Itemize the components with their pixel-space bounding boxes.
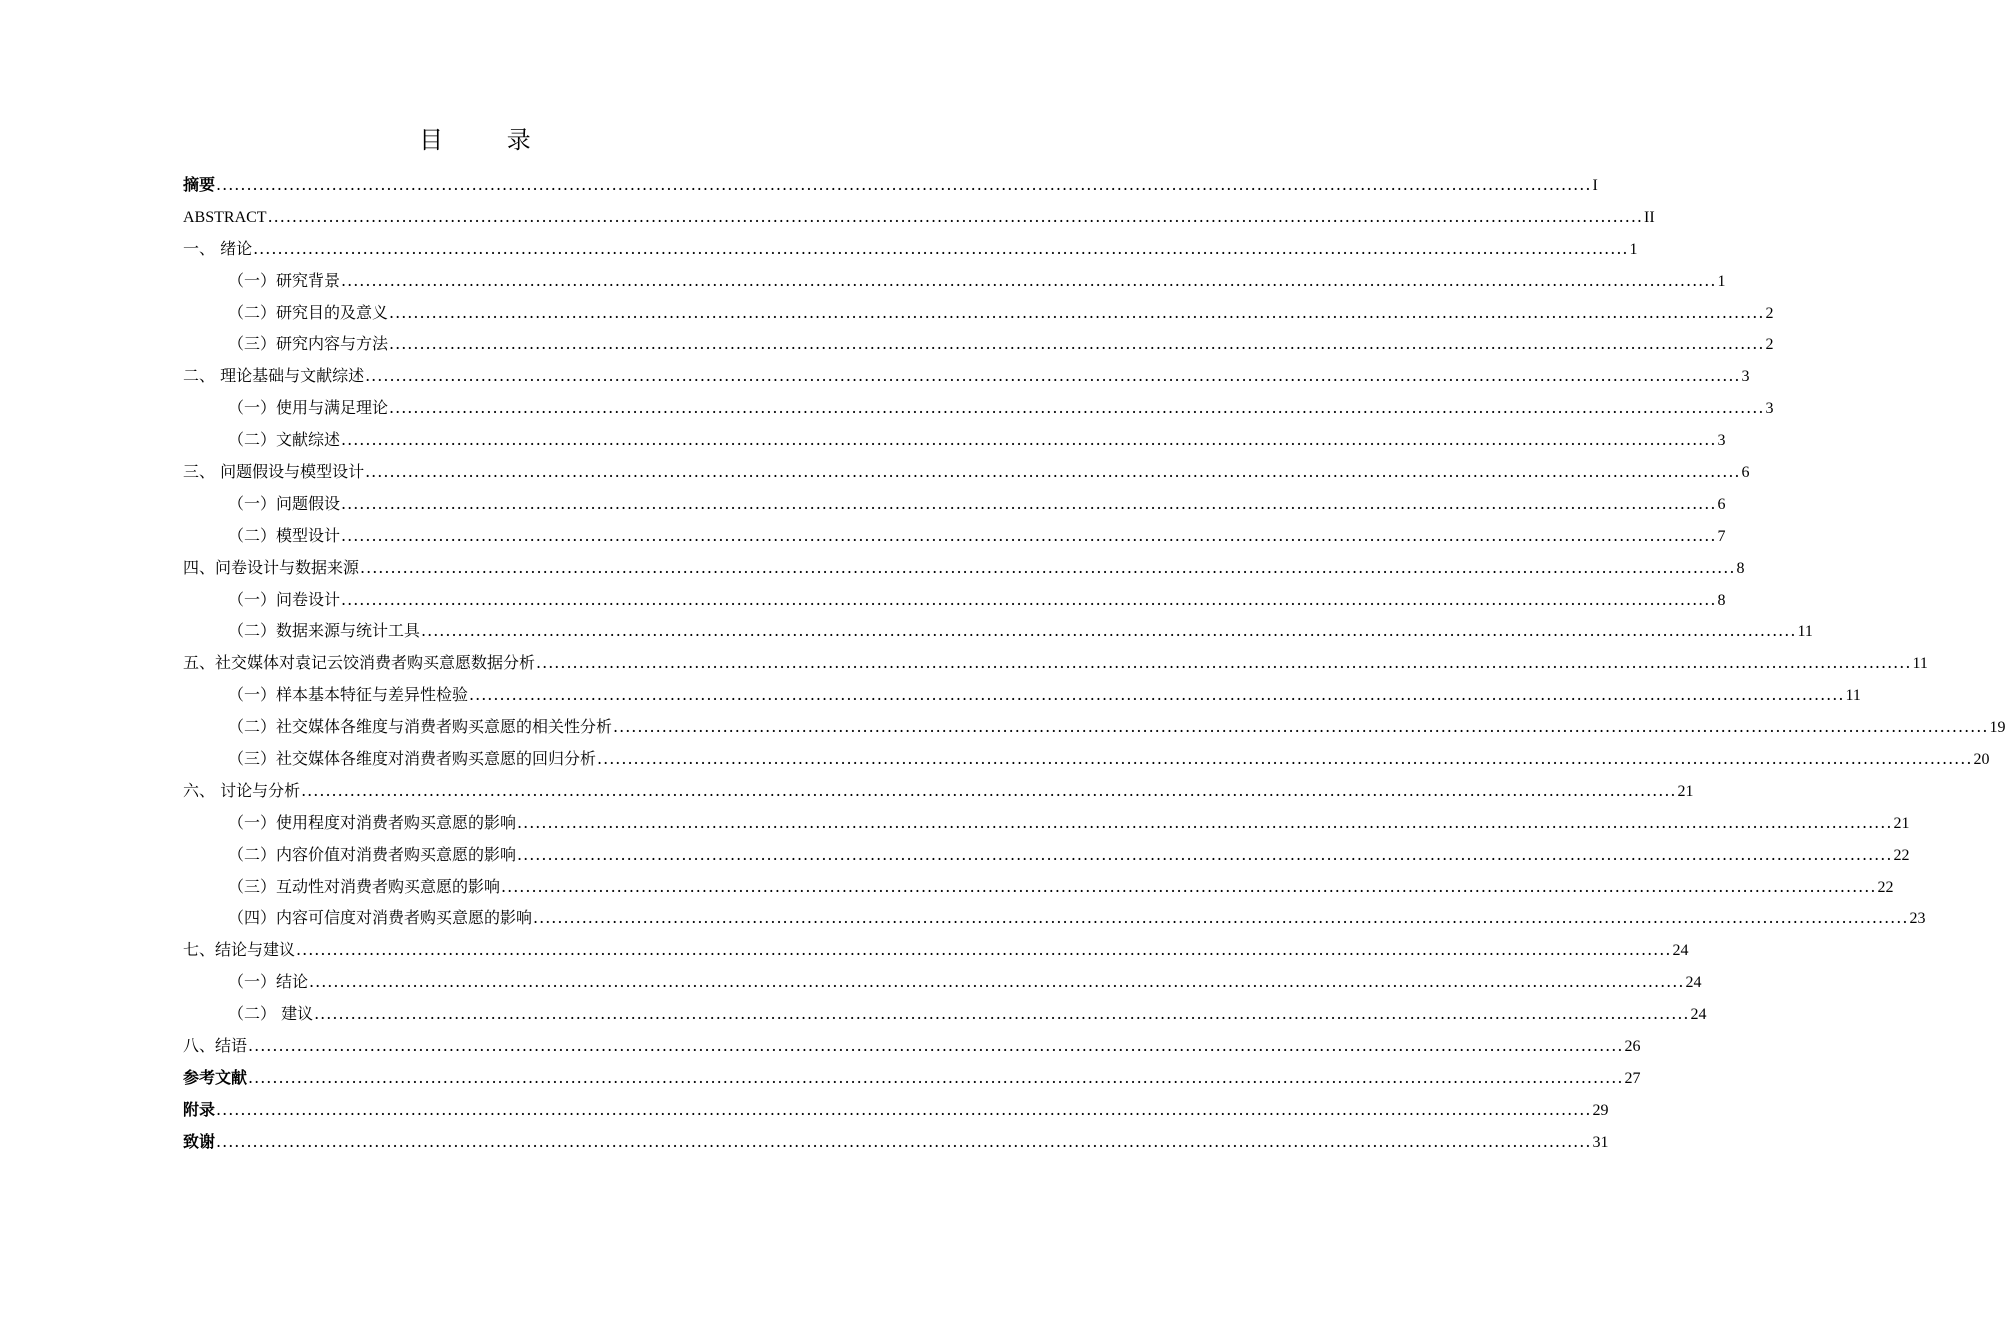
toc-page-number: 1 [1629,240,1638,258]
toc-entry[interactable] [183,520,1726,552]
toc-entry[interactable] [183,584,1726,616]
toc-entry[interactable] [183,360,1750,392]
toc-entry[interactable] [183,233,1638,265]
toc-page-number: 21 [1893,814,1910,832]
toc-page-number: 3 [1741,368,1750,386]
toc-entry[interactable] [183,1126,1609,1158]
toc-page-number: 31 [1592,1133,1609,1151]
toc-dot-leader: .................................................................................................................................................................................................................................. [517,812,1893,832]
toc-page-number: 11 [1912,655,1928,673]
toc-entry[interactable] [183,743,1990,775]
toc-dot-leader: .................................................................................................................................................................................................................................. [309,972,1685,992]
toc-page-number: 7 [1717,527,1726,545]
toc-entry[interactable] [183,679,1861,711]
toc-entry[interactable] [183,807,1910,839]
toc-page-number: 6 [1741,464,1750,482]
toc-dot-leader: .................................................................................................................................................................................................................................. [216,175,1592,194]
toc-dot-leader: .................................................................................................................................................................................................................................. [421,621,1797,641]
toc-entry-label: （四）内容可信度对消费者购买意愿的影响 [228,908,533,928]
toc-page-number: 24 [1690,1006,1707,1024]
toc-page-number: 19 [1989,719,2005,737]
toc-entry[interactable] [183,998,1707,1030]
toc-page-number: 23 [1909,910,1926,928]
toc-page-number: 26 [1624,1038,1641,1056]
toc-entry[interactable] [183,615,1813,647]
toc-entry[interactable] [183,871,1894,903]
toc-dot-leader: .................................................................................................................................................................................................................................. [536,653,1912,673]
toc-dot-leader: .................................................................................................................................................................................................................................. [248,1036,1624,1056]
toc-page-number: 8 [1736,559,1745,577]
toc-entry-label: 八、结语 [183,1036,248,1056]
toc-page-number: 24 [1672,942,1689,960]
toc-entry[interactable] [183,1094,1609,1126]
toc-entry[interactable] [183,647,1928,679]
toc-entry[interactable] [183,456,1750,488]
toc-dot-leader: .................................................................................................................................................................................................................................. [389,398,1765,418]
toc-page-number: 27 [1624,1069,1641,1087]
toc-entry[interactable] [183,839,1910,871]
toc-entry[interactable] [183,392,1774,424]
toc-dot-leader: .................................................................................................................................................................................................................................. [365,366,1741,386]
toc-page-number: I [1592,177,1598,194]
toc-page-number: 3 [1717,432,1726,450]
toc-entry-label: （二）数据来源与统计工具 [228,621,421,641]
toc-entry-label: 摘要 [183,175,216,194]
toc-dot-leader: .................................................................................................................................................................................................................................. [341,525,1717,545]
toc-entry-label: （三）研究内容与方法 [228,334,389,354]
toc-entry-label: 六、 讨论与分析 [183,780,301,800]
table-of-contents [183,169,2005,1158]
toc-entry-label: （二）文献综述 [228,430,341,450]
toc-dot-leader: .................................................................................................................................................................................................................................. [314,1004,1690,1024]
toc-page-number: 24 [1685,974,1702,992]
toc-dot-leader: .................................................................................................................................................................................................................................. [341,493,1717,513]
toc-page-number: 11 [1797,623,1813,641]
toc-entry-label: （二）内容价值对消费者购买意愿的影响 [228,844,517,864]
toc-entry[interactable] [183,201,1655,233]
toc-entry-label: （二）社交媒体各维度与消费者购买意愿的相关性分析 [228,717,613,737]
toc-entry-label: 二、 理论基础与文献综述 [183,366,365,386]
toc-dot-leader: .................................................................................................................................................................................................................................. [296,940,1672,960]
toc-entry[interactable] [183,1062,1641,1094]
toc-page-number: 11 [1845,687,1861,705]
toc-entry-label: 七、结论与建议 [183,940,296,960]
toc-entry-label: （一）问卷设计 [228,589,341,609]
toc-dot-leader: .................................................................................................................................................................................................................................. [613,717,1989,737]
toc-entry-label: 一、 绪论 [183,238,253,258]
toc-entry-label: 附录 [183,1099,216,1119]
toc-dot-leader: .................................................................................................................................................................................................................................. [533,908,1909,928]
toc-dot-leader: .................................................................................................................................................................................................................................. [597,749,1973,769]
toc-dot-leader: .................................................................................................................................................................................................................................. [248,1067,1624,1087]
toc-dot-leader: .................................................................................................................................................................................................................................. [216,1099,1592,1119]
toc-entry-label: （二）研究目的及意义 [228,302,389,322]
toc-dot-leader: .................................................................................................................................................................................................................................. [501,876,1877,896]
toc-entry[interactable] [183,711,2005,743]
toc-page-number: 2 [1765,336,1774,354]
toc-entry[interactable] [183,488,1726,520]
toc-entry-label: 五、社交媒体对袁记云饺消费者购买意愿数据分析 [183,653,536,673]
toc-dot-leader: .................................................................................................................................................................................................................................. [389,334,1765,354]
toc-page-number: 1 [1717,272,1726,290]
toc-entry-label: （三）互动性对消费者购买意愿的影响 [228,876,501,896]
toc-page-number: 22 [1877,878,1894,896]
toc-entry-label: 四、问卷设计与数据来源 [183,557,360,577]
toc-entry-label: 致谢 [183,1131,216,1151]
toc-entry-label: （三）社交媒体各维度对消费者购买意愿的回归分析 [228,749,597,769]
toc-dot-leader: .................................................................................................................................................................................................................................. [216,1131,1592,1151]
toc-dot-leader: .................................................................................................................................................................................................................................. [365,462,1741,482]
toc-dot-leader: .................................................................................................................................................................................................................................. [267,206,1643,226]
toc-entry-label: 三、 问题假设与模型设计 [183,462,365,482]
page-title: 目 录 [419,126,559,154]
toc-entry-label: （一）样本基本特征与差异性检验 [228,685,469,705]
toc-entry[interactable] [183,934,1689,966]
toc-entry[interactable] [183,424,1726,456]
toc-dot-leader: .................................................................................................................................................................................................................................. [341,270,1717,290]
toc-dot-leader: .................................................................................................................................................................................................................................. [341,430,1717,450]
toc-page-number: 22 [1893,846,1910,864]
toc-entry-label: （二） 建议 [228,1004,314,1024]
toc-page-number: 21 [1677,782,1694,800]
toc-page-number: II [1644,208,1655,226]
toc-dot-leader: .................................................................................................................................................................................................................................. [253,238,1629,258]
toc-page-number: 3 [1765,400,1774,418]
toc-entry-label: （一）研究背景 [228,270,341,290]
toc-entry[interactable] [183,902,1926,934]
toc-entry[interactable] [183,966,1702,998]
toc-entry[interactable] [183,265,1726,297]
toc-page-number: 29 [1592,1101,1609,1119]
toc-dot-leader: .................................................................................................................................................................................................................................. [389,302,1765,322]
toc-dot-leader: .................................................................................................................................................................................................................................. [469,685,1845,705]
toc-entry-label: （一）使用程度对消费者购买意愿的影响 [228,812,517,832]
toc-entry-label: （一）结论 [228,972,309,992]
toc-dot-leader: .................................................................................................................................................................................................................................. [341,589,1717,609]
toc-dot-leader: .................................................................................................................................................................................................................................. [301,780,1677,800]
toc-page-number: 20 [1973,751,1990,769]
toc-dot-leader: .................................................................................................................................................................................................................................. [517,844,1893,864]
toc-entry-label: （二）模型设计 [228,525,341,545]
toc-entry[interactable] [183,328,1774,360]
toc-entry[interactable] [183,169,1598,201]
toc-page-number: 6 [1717,495,1726,513]
toc-dot-leader: .................................................................................................................................................................................................................................. [360,557,1736,577]
toc-entry-label: ABSTRACT [183,208,267,226]
toc-page-number: 8 [1717,591,1726,609]
toc-entry-label: （一）使用与满足理论 [228,398,389,418]
toc-entry[interactable] [183,552,1745,584]
toc-entry[interactable] [183,775,1694,807]
toc-entry[interactable] [183,1030,1641,1062]
toc-entry-label: （一）问题假设 [228,493,341,513]
toc-entry[interactable] [183,297,1774,329]
toc-entry-label: 参考文献 [183,1067,248,1087]
toc-page-number: 2 [1765,304,1774,322]
